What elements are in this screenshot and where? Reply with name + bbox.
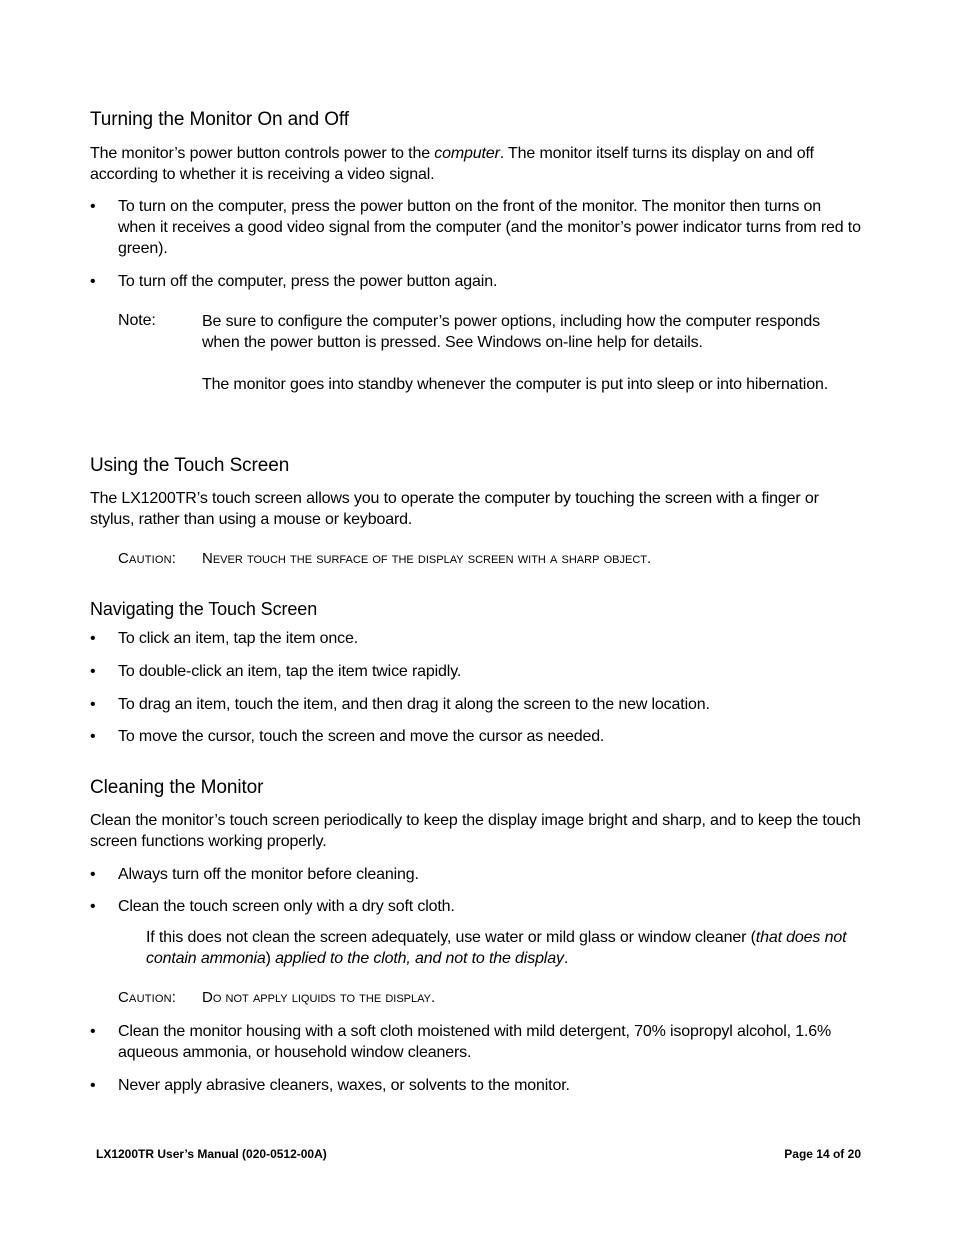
section-heading-touch: Using the Touch Screen <box>90 455 290 476</box>
list-item-text: To turn on the computer, press the power button on the front of the monitor. The monitor then turns on when it receives a good video signal from the computer (and the monitor’s power indicator turns from red to green). <box>118 198 861 257</box>
bullet-icon: • <box>90 866 96 883</box>
list-item-text: To click an item, tap the item once. <box>118 630 359 647</box>
caution-text: Never touch the surface of the display screen with a sharp object. <box>202 550 652 567</box>
list-item-text: Clean the touch screen only with a dry soft cloth. <box>118 898 455 915</box>
bullet-icon: • <box>90 898 96 915</box>
power-intro-emphasis: computer <box>434 145 500 162</box>
list-item-text: Always turn off the monitor before cleaning. <box>118 866 419 883</box>
list-item-text: Never apply abrasive cleaners, waxes, or solvents to the monitor. <box>118 1077 570 1094</box>
note-paragraph-2: The monitor goes into standby whenever the computer is put into sleep or into hibernation. <box>202 376 828 393</box>
cleaning-intro: Clean the monitor’s touch screen periodically to keep the display image bright and sharp, and to keep the touch screen functions working properly. <box>90 812 861 850</box>
list-item-text: To move the cursor, touch the screen and move the cursor as needed. <box>118 728 605 745</box>
bullet-icon: • <box>90 273 96 290</box>
caution-text: Do not apply liquids to the display. <box>202 989 436 1006</box>
indent-text-cont: ) <box>265 950 276 967</box>
bullet-icon: • <box>90 728 96 745</box>
bullet-icon: • <box>90 696 96 713</box>
bullet-icon: • <box>90 1023 96 1040</box>
section-heading-cleaning: Cleaning the Monitor <box>90 777 264 798</box>
list-item-text: To drag an item, touch the item, and then drag it along the screen to the new location. <box>118 696 710 713</box>
caution-cleaning <box>118 989 435 1006</box>
indent-text-end: . <box>563 950 569 967</box>
list-item-text: To turn off the computer, press the power button again. <box>118 273 498 290</box>
bullet-icon: • <box>90 198 96 215</box>
indent-text: If this does not clean the screen adequately, use water or mild glass or window cleaner ( <box>146 929 756 946</box>
caution-touch <box>118 550 651 567</box>
section-heading-navigating: Navigating the Touch Screen <box>90 599 318 619</box>
note-label: Note: <box>118 312 156 329</box>
power-intro <box>90 143 862 185</box>
power-intro-text-cont: . The monitor itself turns its display on and off according to whether it is receiving a video signal. <box>90 145 814 183</box>
indent-emphasis: that does not contain ammonia <box>146 929 847 967</box>
bullet-icon: • <box>90 663 96 680</box>
note-paragraph-1: Be sure to configure the computer’s power options, including how the computer responds when the power button is pressed. See Windows on-line help for details. <box>202 313 820 351</box>
power-intro-text: The monitor’s power button controls power to the <box>90 145 435 162</box>
footer-page-number: Page 14 of 20 <box>784 1147 861 1161</box>
section-heading-power: Turning the Monitor On and Off <box>90 109 349 130</box>
bullet-icon: • <box>90 1077 96 1094</box>
list-item-text: To double-click an item, tap the item twice rapidly. <box>118 663 462 680</box>
caution-label: Caution: <box>118 989 177 1006</box>
bullet-icon: • <box>90 630 96 647</box>
caution-label: Caution: <box>118 550 177 567</box>
touch-intro: The LX1200TR’s touch screen allows you to operate the computer by touching the screen with a finger or stylus, rather than using a mouse or keyboard. <box>90 490 819 528</box>
list-item-text: Clean the monitor housing with a soft cloth moistened with mild detergent, 70% isopropyl alcohol, 1.6% aqueous ammonia, or household window cleaners. <box>118 1023 832 1061</box>
cleaning-indent-paragraph <box>146 927 862 969</box>
indent-emphasis-2: applied to the cloth, and not to the display <box>275 950 564 967</box>
footer-document-title: LX1200TR User’s Manual (020-0512-00A) <box>96 1147 327 1161</box>
